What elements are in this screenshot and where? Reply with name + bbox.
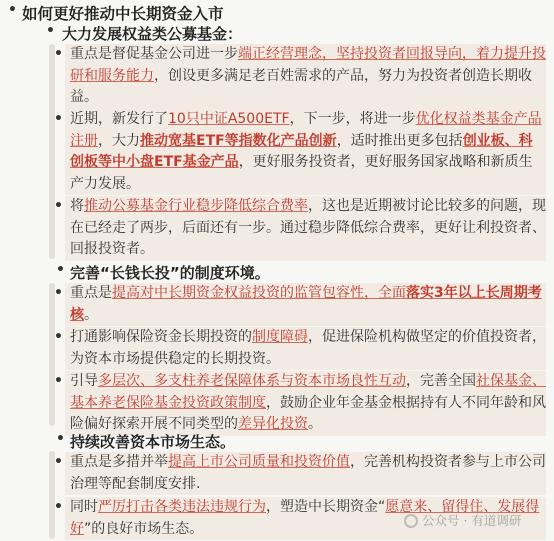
item-bullet: • [54,46,63,62]
highlighted-phrase: 推动公募基金行业稳步降低综合费率 [84,198,308,214]
highlighted-phrase: 优化权益类基金产品注册 [70,111,542,149]
highlighted-phrase: 严厉打击各类违法违规行为 [98,499,266,515]
item-bullet: • [54,373,63,389]
highlighted-phrase: 提高对中长期资金权益投资的监管包容性，全面 [112,285,406,301]
item-bullet: • [54,329,63,345]
item-text [68,371,546,436]
text-segment: ，更好服务投资者，更好服务国家战略和新质生产力发展。 [70,154,533,192]
list-item [54,327,546,370]
item-text [68,196,546,261]
item-bullet: • [54,111,63,127]
text-segment: ，下一步，将进一步 [289,111,416,127]
text-segment: ，适时推出更多包括 [336,132,463,149]
section-title: 完善“长钱长投”的制度环境。 [70,264,270,282]
watermark [404,511,521,529]
text-segment: ，完善机构投资者参与上市公司治理等配套制度安排. [70,454,546,492]
highlighted-phrase: 端正经营理念，坚持投资者回报导向，着力提升投研和服务能力 [70,46,546,84]
text-segment: 重点是多措并举 [70,454,168,470]
text-segment: ，这也是近期被讨论比较多的问题，现在已经走了两步，后面还有一步。通过稳步降低综合费率，更好让利投资者、回报投资者。 [70,198,546,257]
item-text [68,452,546,495]
item-bullet: • [54,285,63,301]
watermark-text: 公众号 · 有道调研 [422,513,522,528]
section-bullet: • [46,23,55,39]
highlighted-phrase: 落实3年以上长周期考核 [70,285,542,323]
list-item [54,44,546,109]
text-segment: 近期，新发行了 [70,111,168,127]
text-segment: ，塑造中长期资金“ [266,499,386,515]
text-segment: ，完善全国 [406,373,476,389]
section-rail [49,44,55,259]
item-bullet: • [54,499,63,515]
text-segment: 引导 [70,373,98,389]
text-segment: 。 [84,306,98,323]
list-item [54,196,546,261]
highlighted-phrase: 差异化投资 [238,416,308,432]
list-item [54,109,546,195]
highlighted-phrase: 多层次、多支柱养老保障体系与资本市场良性互动 [98,373,406,389]
item-bullet: • [54,454,63,470]
text-segment: 同时 [70,499,98,515]
item-bullet: • [54,198,63,214]
page-title: 如何更好推动中长期资金入市 [22,5,224,23]
item-text [68,327,546,370]
highlighted-phrase: 社保基金、基本养老保险基金投资政策制度 [70,373,546,411]
text-segment: 。 [308,416,322,432]
highlighted-phrase: 推动宽基ETF等指数化产品创新 [140,132,337,149]
highlighted-phrase: 制度障碍 [252,329,308,345]
item-text [68,283,546,326]
list-item [54,452,546,495]
section-title: 持续改善资本市场生态。 [70,433,236,451]
section-bullet: • [56,262,65,278]
item-text [68,44,546,109]
text-segment: 将 [70,198,84,214]
section-title: 大力发展权益类公募基金： [62,25,243,43]
text-segment: 重点是督促基金公司进一步 [70,46,238,62]
list-item [54,283,546,326]
list-item [54,371,546,436]
highlighted-phrase: 创业板、科创板等中小盘ETF基金产品 [70,132,533,170]
highlighted-phrase: 10只中证A500ETF [168,111,290,127]
item-text [68,109,546,195]
text-segment: ”的良好市场生态。 [84,520,204,537]
text-segment: 重点是 [70,285,112,301]
highlighted-phrase: 愿意来、留得住、发展得好 [70,499,540,537]
heading-bullet: • [8,2,17,18]
highlighted-phrase: 提高上市公司质量和投资价值 [168,454,350,470]
text-segment: 打通影响保险资金长期投资的 [70,329,252,345]
text-segment: ，鼓励企业年金基金根据持有人不同年龄和风险偏好探索开展不同类型的 [70,394,546,432]
text-segment: ，创设更多满足老百姓需求的产品，努力为投资者创造长期收益。 [70,67,532,105]
text-segment: ，促进保险机构做坚定的价值投资者，为资本市场提供稳定的长期投资。 [70,329,546,367]
section-bullet: • [56,431,65,447]
wechat-icon [404,514,418,528]
text-segment: ，大力 [98,132,140,149]
